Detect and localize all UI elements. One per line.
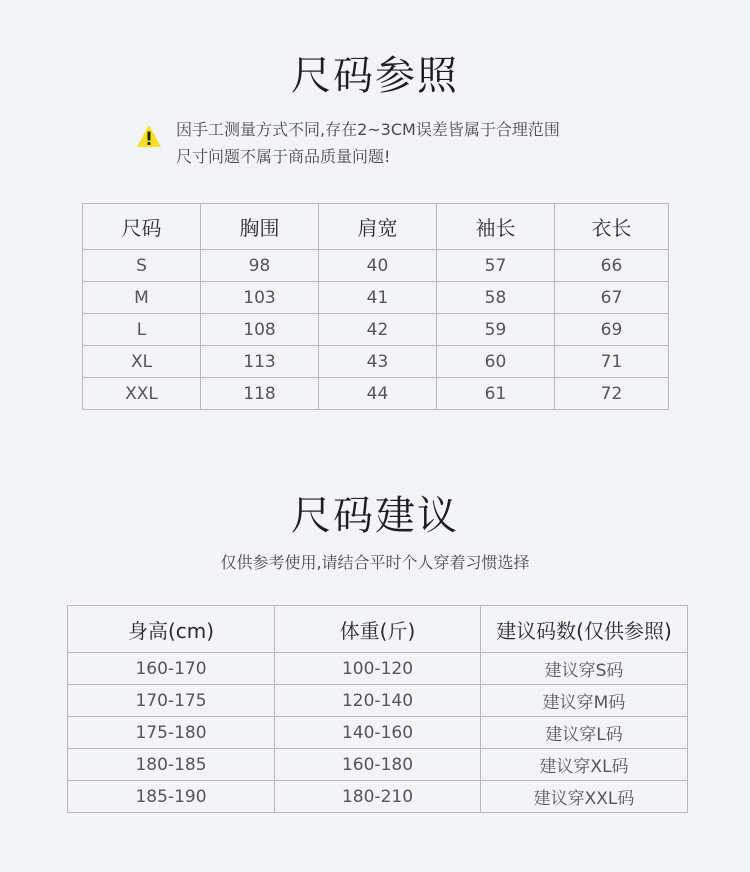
table-cell: 61: [437, 378, 555, 410]
table-cell: 69: [555, 314, 669, 346]
table-header-row: [83, 204, 669, 250]
table-cell: 108: [201, 314, 319, 346]
table-cell: 42: [319, 314, 437, 346]
table-row: [83, 346, 669, 378]
table-header-row: [68, 606, 688, 653]
size-recommendation-table: [67, 605, 688, 813]
table-row: [68, 781, 688, 813]
table-cell: 建议穿XL码: [481, 749, 688, 781]
size-chart-table: [82, 203, 669, 410]
table-cell: 72: [555, 378, 669, 410]
header-length: 衣长: [555, 204, 669, 250]
table-cell: 67: [555, 282, 669, 314]
header-sleeve: 袖长: [437, 204, 555, 250]
notice-line-2: 尺寸问题不属于商品质量问题!: [176, 147, 391, 166]
table-cell: XL: [83, 346, 201, 378]
table-cell: 98: [201, 250, 319, 282]
table-cell: 180-210: [275, 781, 481, 813]
table-cell: 170-175: [68, 685, 275, 717]
table-row: [68, 685, 688, 717]
table-row: [83, 282, 669, 314]
table-cell: 40: [319, 250, 437, 282]
table-row: [83, 250, 669, 282]
notice-line-1: 因手工测量方式不同,存在2~3CM误差皆属于合理范围: [176, 120, 560, 139]
header-height: 身高(cm): [68, 606, 275, 653]
table-cell: M: [83, 282, 201, 314]
table-cell: L: [83, 314, 201, 346]
header-weight: 体重(斤): [275, 606, 481, 653]
table-cell: 175-180: [68, 717, 275, 749]
size-reference-title: 尺码参照: [291, 53, 459, 99]
table-cell: 160-170: [68, 653, 275, 685]
header-chest: 胸围: [201, 204, 319, 250]
table-cell: 41: [319, 282, 437, 314]
table-cell: 66: [555, 250, 669, 282]
table-row: [68, 749, 688, 781]
table-cell: 建议穿S码: [481, 653, 688, 685]
table-row: [83, 378, 669, 410]
table-cell: XXL: [83, 378, 201, 410]
table-cell: 100-120: [275, 653, 481, 685]
table-cell: 44: [319, 378, 437, 410]
table-cell: 建议穿M码: [481, 685, 688, 717]
table-row: [68, 653, 688, 685]
recommendation-subtitle: 仅供参考使用,请结合平时个人穿着习惯选择: [220, 553, 530, 572]
table-cell: 120-140: [275, 685, 481, 717]
table-cell: 113: [201, 346, 319, 378]
warning-icon: [136, 124, 162, 148]
table-cell: 140-160: [275, 717, 481, 749]
table-cell: 43: [319, 346, 437, 378]
header-suggested-size: 建议码数(仅供参照): [481, 606, 688, 653]
table-cell: 185-190: [68, 781, 275, 813]
size-recommendation-title: 尺码建议: [291, 493, 459, 539]
header-size: 尺码: [83, 204, 201, 250]
table-cell: 118: [201, 378, 319, 410]
table-cell: 建议穿L码: [481, 717, 688, 749]
table-cell: 57: [437, 250, 555, 282]
table-cell: 71: [555, 346, 669, 378]
table-cell: 60: [437, 346, 555, 378]
table-cell: 103: [201, 282, 319, 314]
table-cell: 160-180: [275, 749, 481, 781]
header-shoulder: 肩宽: [319, 204, 437, 250]
table-cell: 58: [437, 282, 555, 314]
table-row: [68, 717, 688, 749]
table-cell: S: [83, 250, 201, 282]
table-cell: 59: [437, 314, 555, 346]
table-cell: 180-185: [68, 749, 275, 781]
table-row: [83, 314, 669, 346]
measurement-notice: [136, 116, 656, 172]
table-cell: 建议穿XXL码: [481, 781, 688, 813]
